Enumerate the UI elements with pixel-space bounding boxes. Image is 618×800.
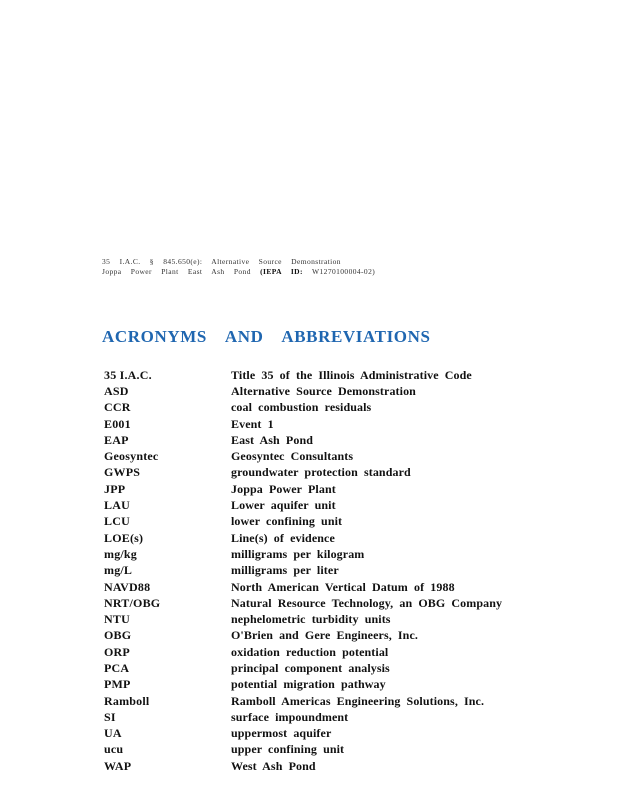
acronym-row (104, 595, 544, 611)
header-line-2-bold: (IEPA ID: (260, 267, 303, 276)
acronym-definition: oxidation reduction potential (231, 644, 389, 659)
header-line-2-plain: Joppa Power Plant East Ash Pond (102, 267, 251, 276)
acronym-term: PMP (104, 677, 131, 692)
acronym-row (104, 367, 544, 383)
acronym-definition: Title 35 of the Illinois Administrative Code (231, 367, 472, 382)
acronym-row (104, 660, 544, 676)
acronym-definition: groundwater protection standard (231, 465, 411, 480)
acronym-definition: Alternative Source Demonstration (231, 383, 416, 398)
acronym-definition: milligrams per kilogram (231, 546, 365, 561)
acronym-definition: uppermost aquifer (231, 726, 332, 741)
acronym-definition: upper confining unit (231, 742, 345, 757)
acronym-row (104, 677, 544, 693)
acronym-term: Geosyntec (104, 449, 159, 464)
acronym-term: PCA (104, 660, 130, 675)
acronym-row (104, 497, 544, 513)
acronym-term: LAU (104, 498, 130, 513)
acronym-term: mg/L (104, 563, 133, 578)
acronym-row (104, 628, 544, 644)
acronym-row (104, 693, 544, 709)
acronym-row (104, 416, 544, 432)
acronym-row (104, 726, 544, 742)
acronym-definition: East Ash Pond (231, 432, 313, 447)
acronym-row (104, 546, 544, 562)
acronym-term: mg/kg (104, 546, 138, 561)
acronym-term: WAP (104, 758, 132, 773)
acronym-term: CCR (104, 400, 131, 415)
acronym-term: ORP (104, 644, 130, 659)
acronym-term: JPP (104, 481, 126, 496)
acronym-definition: surface impoundment (231, 709, 349, 724)
acronym-definition: Line(s) of evidence (231, 530, 335, 545)
acronym-table (104, 367, 544, 774)
acronym-definition: Lower aquifer unit (231, 498, 336, 513)
acronym-definition: West Ash Pond (231, 758, 316, 773)
acronym-definition: coal combustion residuals (231, 400, 372, 415)
acronym-term: LOE(s) (104, 530, 144, 545)
acronym-definition: milligrams per liter (231, 563, 339, 578)
acronym-row (104, 758, 544, 774)
acronym-row (104, 432, 544, 448)
acronym-definition: principal component analysis (231, 660, 390, 675)
acronym-row (104, 611, 544, 627)
acronym-row (104, 383, 544, 399)
acronym-row (104, 709, 544, 725)
acronym-term: ucu (104, 742, 124, 757)
header-line-2 (102, 267, 375, 277)
acronym-row (104, 465, 544, 481)
acronym-term: NAVD88 (104, 579, 151, 594)
acronym-definition: North American Vertical Datum of 1988 (231, 579, 455, 594)
acronym-term: SI (104, 709, 116, 724)
acronym-row (104, 448, 544, 464)
acronym-definition: Natural Resource Technology, an OBG Company (231, 595, 503, 610)
acronym-row (104, 644, 544, 660)
acronym-term: EAP (104, 432, 129, 447)
acronym-term: NRT/OBG (104, 595, 161, 610)
acronym-term: GWPS (104, 465, 141, 480)
acronym-term: LCU (104, 514, 130, 529)
acronym-row (104, 563, 544, 579)
acronym-row (104, 530, 544, 546)
acronym-definition: nephelometric turbidity units (231, 612, 391, 627)
acronym-row (104, 514, 544, 530)
header-line-2-end: W1270100004-02) (312, 267, 376, 276)
acronym-definition: Event 1 (231, 416, 274, 431)
acronym-definition: Joppa Power Plant (231, 481, 336, 496)
acronym-definition: Ramboll Americas Engineering Solutions, Inc. (231, 693, 485, 708)
section-title: ACRONYMS AND ABBREVIATIONS (102, 327, 431, 346)
acronym-definition: potential migration pathway (231, 677, 386, 692)
running-header (102, 257, 375, 277)
acronym-term: Ramboll (104, 693, 150, 708)
acronym-row (104, 742, 544, 758)
acronym-term: ASD (104, 383, 129, 398)
acronym-term: E001 (104, 416, 131, 431)
acronym-term: OBG (104, 628, 132, 643)
acronym-row (104, 481, 544, 497)
acronym-term: 35 I.A.C. (104, 367, 152, 382)
acronym-term: NTU (104, 612, 130, 627)
header-line-1: 35 I.A.C. § 845.650(e): Alternative Source Demonstration (102, 257, 341, 266)
acronym-definition: O'Brien and Gere Engineers, Inc. (231, 628, 418, 643)
acronym-row (104, 400, 544, 416)
acronym-row (104, 579, 544, 595)
acronym-definition: Geosyntec Consultants (231, 449, 354, 464)
acronym-definition: lower confining unit (231, 514, 343, 529)
acronym-term: UA (104, 726, 122, 741)
